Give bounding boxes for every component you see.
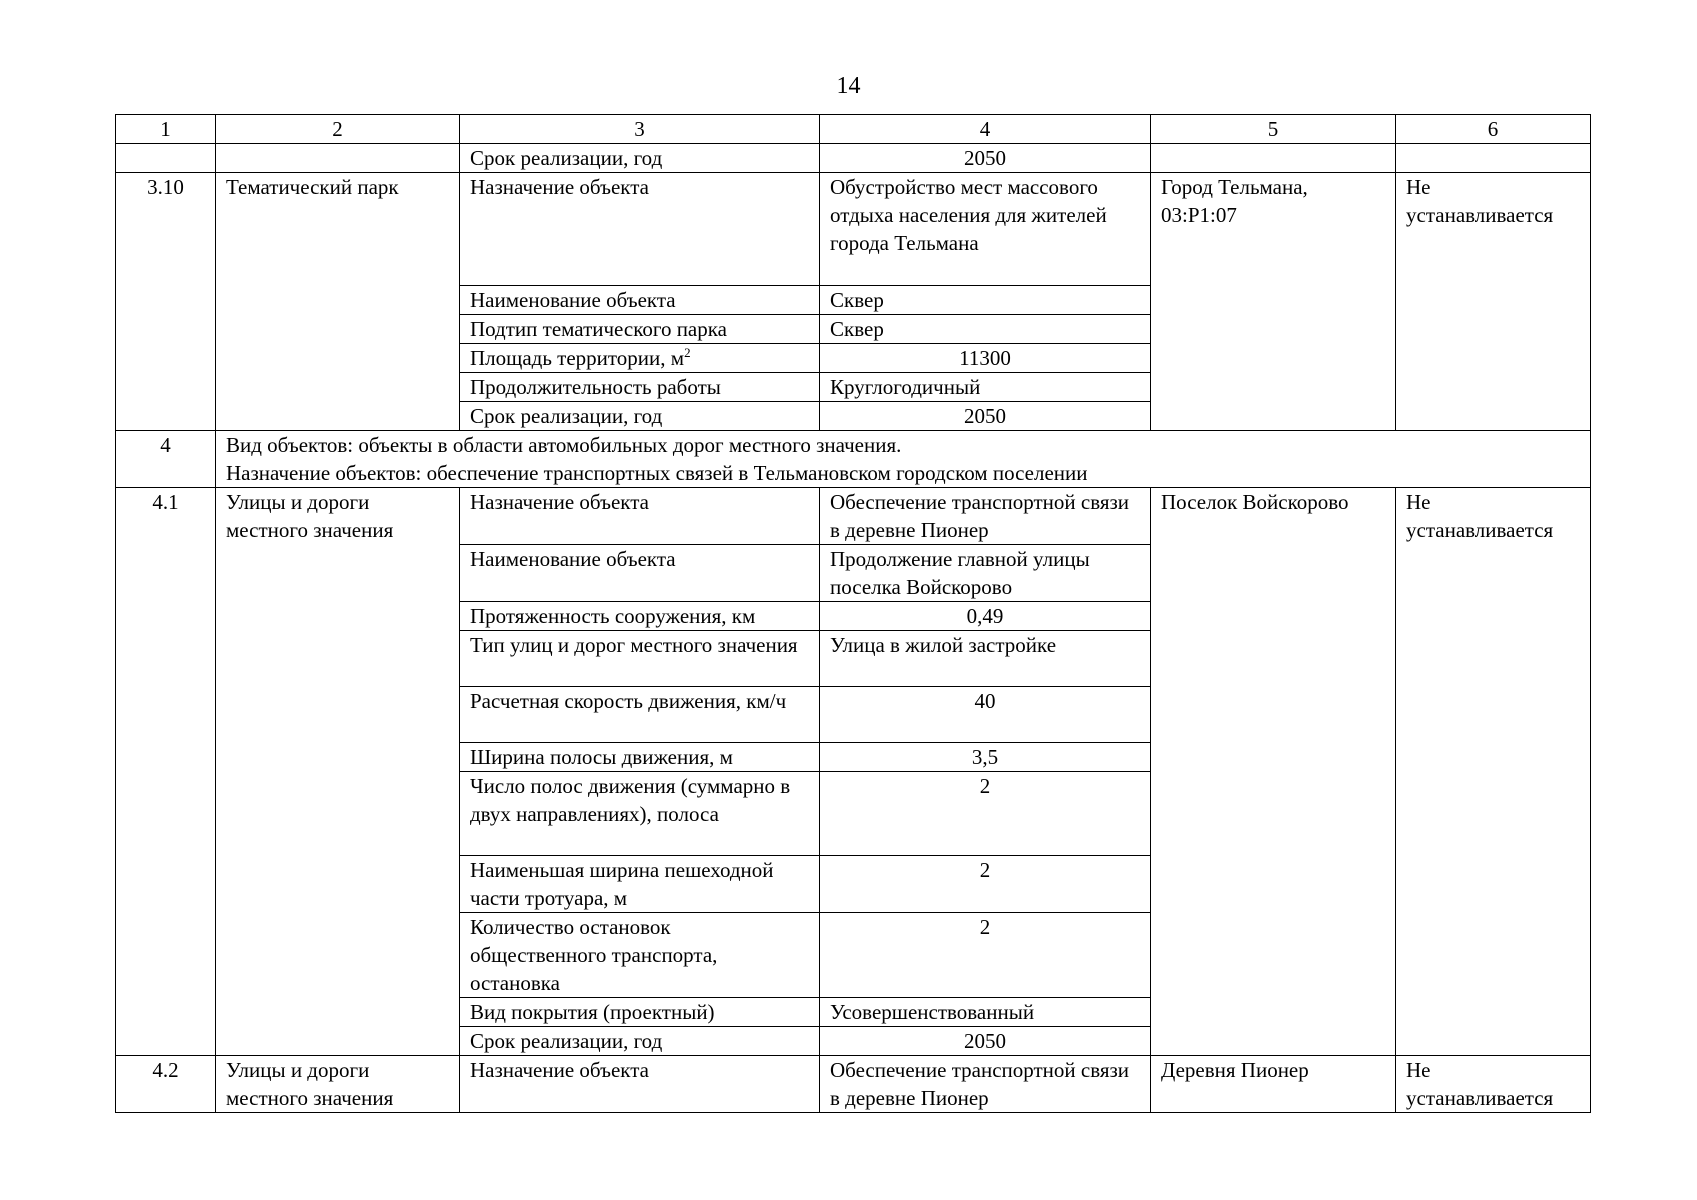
param-value: Обустройство мест массового отдыха населения для жителей города Тельмана xyxy=(820,173,1151,286)
param-value: 3,5 xyxy=(820,743,1151,772)
table-row xyxy=(116,488,1591,545)
param-name: Вид покрытия (проектный) xyxy=(460,998,820,1027)
section-row xyxy=(116,431,1591,488)
superscript: 2 xyxy=(684,345,691,360)
column-header: 1 xyxy=(116,115,216,144)
param-name: Срок реализации, год xyxy=(460,402,820,431)
zone-characteristic: Не устанавливается xyxy=(1396,173,1591,431)
object-name: Тематический парк xyxy=(216,173,460,431)
param-name: Количество остановок общественного транспорта, остановка xyxy=(460,913,820,998)
column-header: 3 xyxy=(460,115,820,144)
param-value: 11300 xyxy=(820,344,1151,373)
section-line: Назначение объектов: обеспечение транспортных связей в Тельмановском городском поселении xyxy=(226,461,1088,485)
param-name-text: Площадь территории, м xyxy=(470,346,685,370)
table-row xyxy=(116,173,1591,286)
section-line: Вид объектов: объекты в области автомобильных дорог местного значения. xyxy=(226,433,902,457)
param-value: Сквер xyxy=(820,315,1151,344)
param-name: Назначение объекта xyxy=(460,488,820,545)
param-value: 2050 xyxy=(820,144,1151,173)
column-header: 2 xyxy=(216,115,460,144)
param-value: Круглогодичный xyxy=(820,373,1151,402)
page-number: 14 xyxy=(836,73,861,99)
param-value: 2050 xyxy=(820,402,1151,431)
param-name: Наименование объекта xyxy=(460,545,820,602)
zone-characteristic: Не устанавливается xyxy=(1396,488,1591,1056)
table-header-row xyxy=(116,115,1591,144)
param-value: 40 xyxy=(820,687,1151,743)
param-name: Назначение объекта xyxy=(460,173,820,286)
column-header: 5 xyxy=(1151,115,1396,144)
param-name: Назначение объекта xyxy=(460,1056,820,1113)
item-number: 4.2 xyxy=(116,1056,216,1113)
column-header: 6 xyxy=(1396,115,1591,144)
column-header: 4 xyxy=(820,115,1151,144)
param-name: Число полос движения (суммарно в двух направлениях), полоса xyxy=(460,772,820,856)
table-row xyxy=(116,1056,1591,1113)
section-number: 4 xyxy=(116,431,216,488)
param-value: Улица в жилой застройке xyxy=(820,631,1151,687)
item-number: 4.1 xyxy=(116,488,216,1056)
param-name: Наименьшая ширина пешеходной части тротуара, м xyxy=(460,856,820,913)
param-name: Срок реализации, год xyxy=(460,1027,820,1056)
param-value: Продолжение главной улицы поселка Войскорово xyxy=(820,545,1151,602)
object-location: Поселок Войскорово xyxy=(1151,488,1396,1056)
table-row xyxy=(116,144,1591,173)
param-name: Продолжительность работы xyxy=(460,373,820,402)
section-description xyxy=(216,431,1591,488)
item-number: 3.10 xyxy=(116,173,216,431)
object-name: Улицы и дороги местного значения xyxy=(216,1056,460,1113)
object-location: Деревня Пионер xyxy=(1151,1056,1396,1113)
param-name: Подтип тематического парка xyxy=(460,315,820,344)
param-value: Усовершенствованный xyxy=(820,998,1151,1027)
param-name: Расчетная скорость движения, км/ч xyxy=(460,687,820,743)
objects-table xyxy=(115,114,1591,1113)
param-name: Протяженность сооружения, км xyxy=(460,602,820,631)
object-location: Город Тельмана, 03:Р1:07 xyxy=(1151,173,1396,431)
zone-characteristic: Не устанавливается xyxy=(1396,1056,1591,1113)
param-value: 0,49 xyxy=(820,602,1151,631)
param-value: 2 xyxy=(820,772,1151,856)
param-value: 2050 xyxy=(820,1027,1151,1056)
param-name: Наименование объекта xyxy=(460,286,820,315)
param-value: 2 xyxy=(820,856,1151,913)
param-name xyxy=(460,344,820,373)
object-name: Улицы и дороги местного значения xyxy=(216,488,460,1056)
param-value: 2 xyxy=(820,913,1151,998)
param-name: Срок реализации, год xyxy=(460,144,820,173)
param-value: Обеспечение транспортной связи в деревне Пионер xyxy=(820,1056,1151,1113)
param-name: Ширина полосы движения, м xyxy=(460,743,820,772)
param-value: Сквер xyxy=(820,286,1151,315)
param-name: Тип улиц и дорог местного значения xyxy=(460,631,820,687)
param-value: Обеспечение транспортной связи в деревне Пионер xyxy=(820,488,1151,545)
